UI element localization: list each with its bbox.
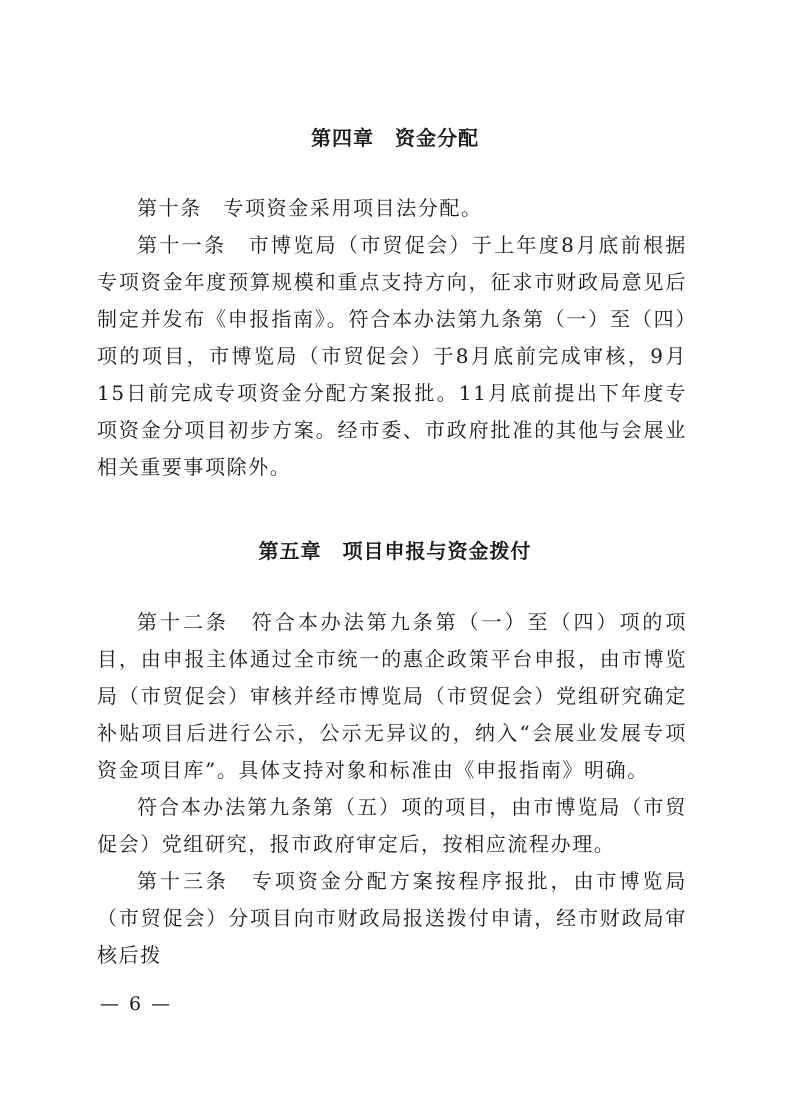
page-number: — 6 — [100, 993, 173, 1015]
article-12-second-paragraph: 符合本办法第九条第（五）项的项目，由市博览局（市贸促会）党组研究，报市政府审定后，按相应流程办理。 [97, 795, 687, 856]
chapter-4-heading: 第四章 资金分配 [311, 126, 479, 150]
article-10-paragraph: 第十条 专项资金采用项目法分配。 [137, 196, 483, 220]
article-12-paragraph: 第十二条 符合本办法第九条第（一）至（四）项的项目，由申报主体通过全市统一的惠企政策平台申报，由市博览局（市贸促会）审核并经市博览局（市贸促会）党组研究确定补贴项目后进行公示，公示无异议的，纳入“会展业发展专项资金项目库”。具体支持对象和标准由《申报指南》明确。 [97, 610, 687, 782]
article-13-paragraph: 第十三条 专项资金分配方案按程序报批，由市博览局（市贸促会）分项目向市财政局报送拨付申请，经市财政局审核后拨 [97, 869, 687, 967]
chapter-5-heading: 第五章 项目申报与资金拨付 [258, 539, 532, 563]
article-11-paragraph: 第十一条 市博览局（市贸促会）于上年度8月底前根据专项资金年度预算规模和重点支持方向，征求市财政局意见后制定并发布《申报指南》。符合本办法第九条第（一）至（四）项的项目，市博览局（市贸促会）于8月底前完成审核，9月15日前完成专项资金分配方案报批。11月底前提出下年度专项资金分项目初步方案。经市委、市政府批准的其他与会展业相关重要事项除外。 [97, 233, 687, 479]
